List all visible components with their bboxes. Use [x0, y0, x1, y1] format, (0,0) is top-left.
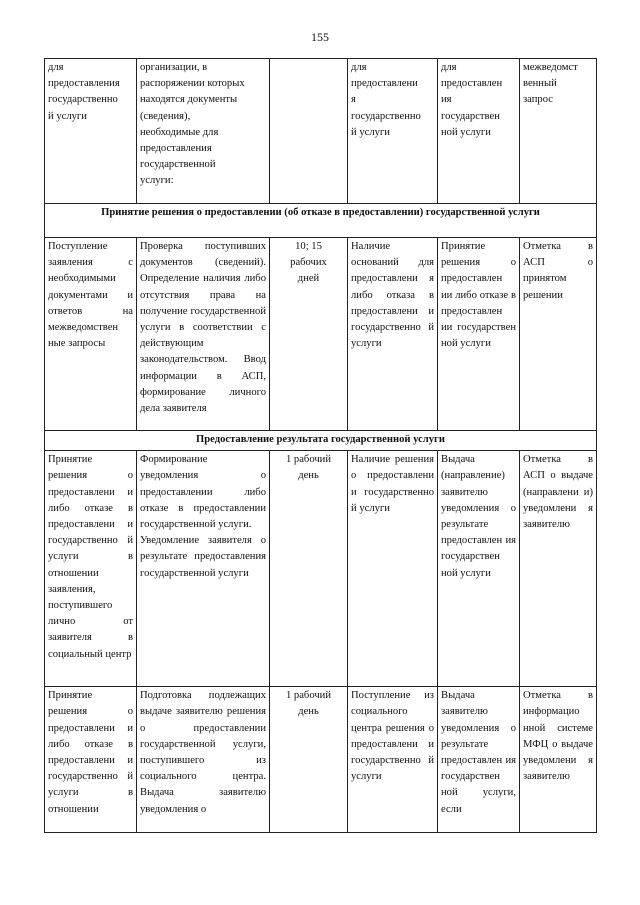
table-cell-duration: 1 рабочий день — [270, 687, 348, 833]
table-cell-duration: 1 рабочий день — [270, 451, 348, 687]
section-heading: Принятие решения о предоставлении (об отказе в предоставлении) государственной услуги — [45, 204, 597, 238]
table-cell-action: организации, в распоряжении которых находятся документы (сведения), необходимые для предоставления государственной услуги: — [137, 59, 270, 204]
table-cell-base: Поступление заявления с необходимыми документами и ответов на межведомствен ные запросы — [45, 238, 137, 431]
table-row — [45, 687, 597, 833]
table-cell-result: Выдача заявителю уведомления о результате предоставлен ия государствен ной услуги, если — [438, 687, 520, 833]
table-cell-action: Подготовка подлежащих выдаче заявителю решения о предоставлении государственной услуги, поступившего из социального центра. Выдача заявителю уведомления о — [137, 687, 270, 833]
table-cell-result: Принятие решения о предоставлен ии либо отказе в предоставлен ии государствен ной услуги — [438, 238, 520, 431]
table-cell-action: Формирование уведомления о предоставлении либо отказе в предоставлении государственной услуги. Уведомление заявителя о результате предоставления государственной услуги — [137, 451, 270, 687]
table-cell-criteria: Наличие оснований для предоставлени я либо отказа в предоставлени и государственно й услуги — [348, 238, 438, 431]
section-row — [45, 204, 597, 238]
table-cell-fixation: Отметка в АСП о принятом решении — [520, 238, 597, 431]
table-cell-base: для предоставления государственно й услуги — [45, 59, 137, 204]
table-cell-duration — [270, 59, 348, 204]
table-cell-criteria: Поступление из социального центра решения о предоставлени и государственно й услуги — [348, 687, 438, 833]
table-cell-action: Проверка поступивших документов (сведений). Определение наличия либо отсутствия права на получение государственной услуги в соответствии с действующим законодательством. Ввод информации в АСП, формирование личного дела заявителя — [137, 238, 270, 431]
table-cell-criteria: для предоставлени я государственно й услуги — [348, 59, 438, 204]
section-heading: Предоставление результата государственной услуги — [45, 431, 597, 451]
table-row — [45, 59, 597, 204]
table-row — [45, 451, 597, 687]
table-cell-criteria: Наличие решения о предоставлени и государственно й услуги — [348, 451, 438, 687]
table-cell-fixation: Отметка в информацио нной системе МФЦ о выдаче уведомлени я заявителю — [520, 687, 597, 833]
table-cell-fixation: Отметка в АСП о выдаче (направлени и) уведомлени я заявителю — [520, 451, 597, 687]
section-row — [45, 431, 597, 451]
table-cell-duration: 10; 15 рабочих дней — [270, 238, 348, 431]
table-cell-result: для предоставлен ия государствен ной услуги — [438, 59, 520, 204]
table-cell-base: Принятие решения о предоставлени и либо отказе в предоставлени и государственно й услуги в отношении заявления, поступившего лично от заявителя в социальный центр — [45, 451, 137, 687]
table-cell-fixation: межведомст венный запрос — [520, 59, 597, 204]
procedure-table — [44, 58, 597, 833]
table-row — [45, 238, 597, 431]
table-cell-base: Принятие решения о предоставлени и либо отказе в предоставлени и государственно й услуги в отношении — [45, 687, 137, 833]
page-number: 155 — [311, 30, 329, 44]
table-cell-result: Выдача (направление) заявителю уведомления о результате предоставлен ия государствен ной услуги — [438, 451, 520, 687]
